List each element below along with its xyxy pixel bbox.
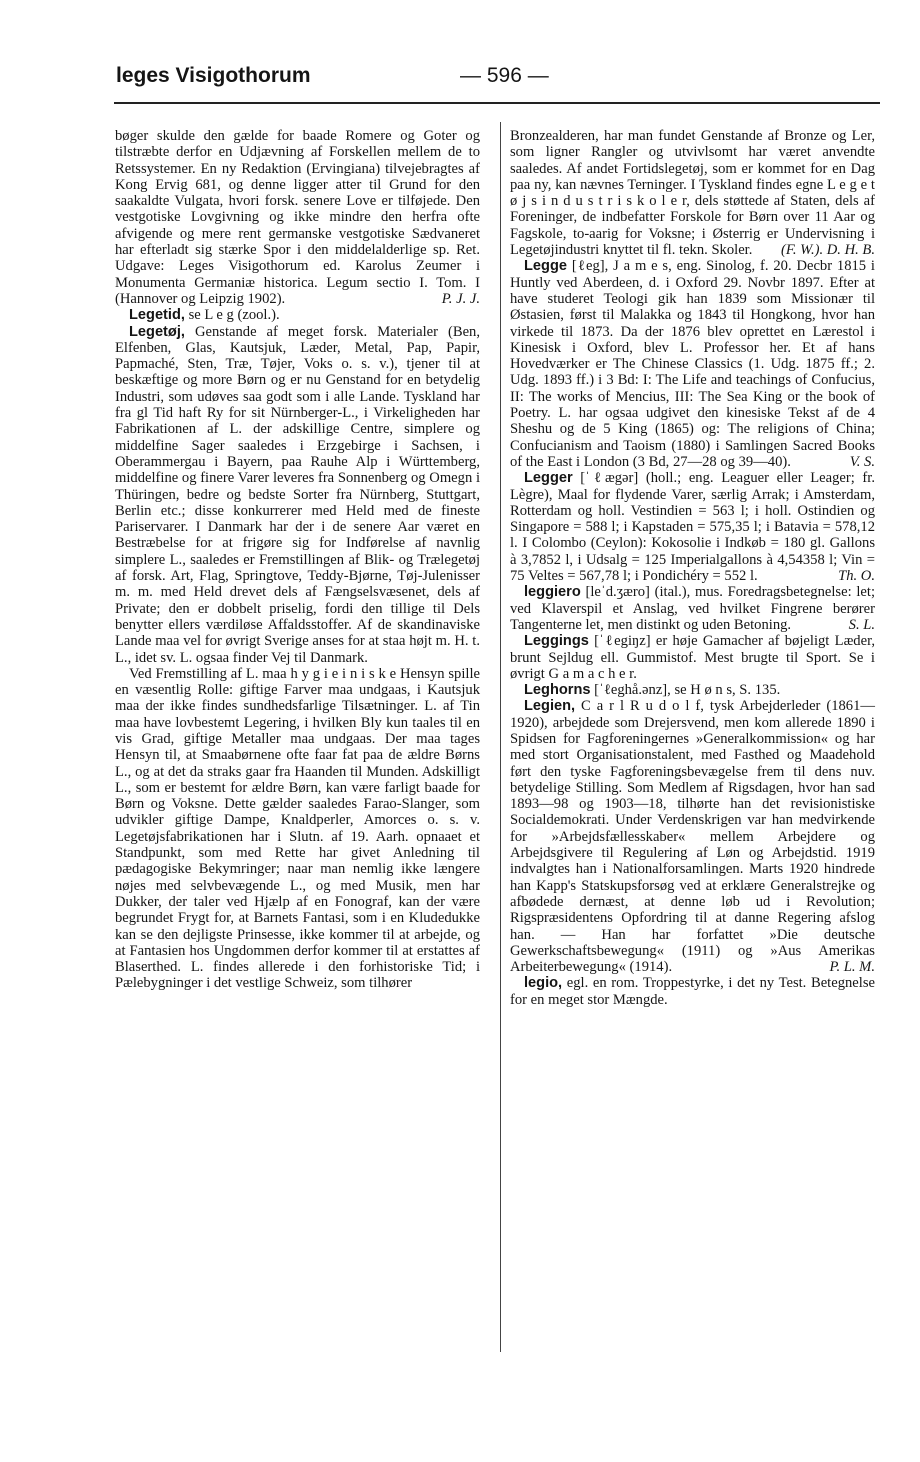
- entry-text: Genstande af meget forsk. Materialer (Ben, Elfenben, Glas, Kautsjuk, Læder, Metal, Pap, Papir, Papmaché, Sten, Træ, Tøjer, Voks o. s. v.), tjener til at beskæftige og more Børn og er nu Genstand for en betydelig Industri, som udøves saa godt som i alle Lande. Tyskland har fra gl Tid haft Ry for sit Nürnberger-L., i Virkeligheden har Fabrikationen af L. der adskillige Centre, simplere og middelfine Sager saaledes i Erzgebirge i Sachsen, i Oberammergau i Bayern, paa Rauhe Alp i Württemberg, middelfine og finere Varer leveres fra Sonnenberg og Omegn i Thüringen, bedre og bedste Sorter fra Nürnberg, Stuttgart, Berlin etc.; disse konkurrerer med Held med de fineste Pariservarer. I Danmark har der i de senere Aar været en Bestræbelse for at frigøre sig for Indførelse af navnlig simplere L., saaledes er Fremstillingen af Blik- og Trælegetøj af forsk. Art, Flag, Springtove, Teddy-Bjørne, Tøj-Julenisser m. m. med Held drevet dels af Fængselsvæsenet, dels af Private; den er dobbelt priselig, fordi den tillige til Dels benytter ellers værdiløse Affaldsstoffer. Af de skandinaviske Lande maa vel for øvrigt Sverige anses for at staa højt m. H. t. L., idet sv. L. ogsaa finder Vej til Danmark.: [115, 323, 480, 666]
- entry-text: [ˈℓeghå.ənz], se H ø n s, S. 135.: [590, 682, 781, 699]
- column-rule: [500, 122, 501, 1352]
- entry-leggings: [510, 633, 875, 682]
- running-head: [116, 64, 876, 94]
- entry-text: bøger skulde den gælde for baade Romere og Goter og tilstræbte derfor en Udjævning af Forskellen mellem de to Retssystemer. En ny Redaktion (Ervingiana) tilvejebragtes af Kong Ervig 681, og denne ligger atter til Grund for den saakaldte Vulgata, hvori forsk. senere Love er tilføjede. Den vestgotiske Lovgivning og ikke mindre den herfra ofte afvigende og mere rent germanske vestgotiske Sædvaneret har efterladt sig stærke Spor i den middelalderlige sp. Ret. Udgave: Leges Visigothorum ed. Karolus Zeumer i Monumenta Germaniæ historica. Legum sectio I. Tom. I (Hannover og Leipzig 1902).: [115, 128, 480, 307]
- author-signature: (F. W.). D. H. B.: [780, 242, 875, 259]
- author-signature: S. L.: [848, 616, 875, 633]
- entry-headword: Legger: [524, 470, 573, 487]
- page-number: — 596 —: [460, 64, 549, 87]
- entry-headword: Leggings: [524, 633, 589, 650]
- entry-leghorns: [510, 682, 875, 698]
- entry-headword: legio,: [524, 975, 563, 992]
- entry-text: Bronzealderen, har man fundet Genstande af Bronze og Ler, som ligner Rangler og utvivlsomt har været anvendte saaledes. Af andet Fortidslegetøj, som er kommet for en Dag paa ny, kan nævnes Terninger. I Tyskland findes egne L e g e t ø j s i n d u s t r i s k o l e r, dels støttede af Staten, dels af Foreninger, de indbefatter Forskole for Børn over 11 Aar og Fagskole, to-aarig for Voksne; i Østerrig er Undervisning i Legetøjindustri knyttet til fl. tekn. Skoler.: [510, 128, 875, 259]
- right-column: [510, 128, 875, 1008]
- entry-headword: Legien,: [524, 698, 576, 715]
- left-column: [115, 128, 480, 992]
- author-signature: P. L. M.: [829, 959, 875, 976]
- entry-text: [ˈℓegiŋz] er høje Gamacher af bøjeligt Læder, brunt Sejldug ell. Gummistof. Mest brugte til Sport. Se i øvrigt G a m a c h e r.: [510, 633, 875, 682]
- entry-legetoej-continued: [510, 128, 875, 258]
- entry-text: [leˈd.ʒæro] (ital.), mus. Foredragsbetegnelse: let; ved Klaverspil et Anslag, ved hvilket Fingrene berører Tangenterne let, men distinkt og uden Betoning.: [510, 584, 875, 633]
- header-headword: leges Visigothorum: [116, 64, 311, 87]
- author-signature: Th. O.: [838, 568, 875, 585]
- entry-legge: [510, 258, 875, 470]
- entry-text: se L e g (zool.).: [184, 307, 280, 324]
- entry-legger: [510, 470, 875, 584]
- entry-legien: [510, 698, 875, 975]
- header-rule: [114, 102, 880, 104]
- entry-headword: Leghorns: [524, 682, 591, 699]
- entry-text: [ˈℓægər] (holl.; eng. Leaguer eller Leager; fr. Lègre), Maal for flydende Varer, særlig Arrak; i Amsterdam, Rotterdam og holl. Vestindien = 563 l; i holl. Ostindien og Singapore = 588 l; i Kapstaden = 575,35 l; i Batavia = 578,12 l. I Colombo (Ceylon): Kokosolie i Indkøb = 180 gl. Gallons à 3,7852 l, i Udsalg = 125 Imperialgallons à 4,54358 l; Vin = 75 Veltes = 567,78 l; i Pondichéry = 552 l.: [510, 470, 875, 585]
- entry-text: C a r l R u d o l f, tysk Arbejderleder (1861—1920), arbejdede som Drejersvend, men kom allerede 1890 i Spidsen for Fagforeningernes »Generalkommission« og har med stort Organisationstalent, med Fasthed og Maadehold ført den tyske Fagforeningsbevægelse frem til dens nuv. betydelige Stilling. Som Medlem af Rigsdagen, hvor han sad 1893—98 og 1903—18, tilhørte han det revisionistiske Socialdemokrati. Under Verdenskrigen var han medvirkende for »Arbejdsfællesskaber« mellem Arbejdere og Arbejdsgivere til Regulering af Løn og Arbejdstid. 1919 indvalgtes han i Nationalforsamlingen. Marts 1920 hindrede han Kapp's Statskupsforsøg ved at erklære Generalstrejke og afbødede dernæst, at denne løb ud i Revolution; Rigspræsidentens Opfordring til at danne Regering afslog han. — Han har forfattet »Die deutsche Gewerkschaftsbewegung« (1911) og »Aus Amerikas Arbeiterbewegung« (1914).: [510, 698, 875, 976]
- author-signature: P. J. J.: [441, 290, 480, 307]
- entry-legetid: [115, 307, 480, 323]
- author-signature: V. S.: [849, 453, 875, 470]
- entry-text: egl. en rom. Troppestyrke, i det ny Test. Betegnelse for en meget stor Mængde.: [510, 975, 875, 1008]
- entry-leggiero: [510, 584, 875, 633]
- entry-legio: [510, 975, 875, 1008]
- entry-headword: leggiero: [524, 584, 581, 601]
- entry-legetoej-paragraph-2: [115, 666, 480, 992]
- entry-text: [ℓeg], J a m e s, eng. Sinolog, f. 20. Decbr 1815 i Huntly ved Aberdeen, d. i Oxford 29. Novbr 1897. Efter at have studeret Teologi gik han 1839 som Missionær til Østasien, først til Malakka og 1843 til Hongkong, hvor han virkede til 1873. Da der 1876 blev oprettet en Lærestol i Kinesisk i Oxford, blev L. Professor her. Et af hans Hovedværker er The Chinese Classics (1. Udg. 1875 ff.; 2. Udg. 1893 ff.) i 3 Bd: I: The Life and teachings of Confucius, II: The works of Mencius, III: The Sea King or the book of Poetry. L. har ogsaa udgivet den kinesiske Tekst af de 4 Sheshu og de 5 King (1865) og: The religions of China; Confucianism and Taoism (1880) i Samlingen Sacred Books of the East i London (3 Bd, 27—28 og 39—40).: [510, 258, 875, 470]
- entry-headword: Legetøj,: [129, 323, 185, 340]
- entry-leges-visigothorum-continued: [115, 128, 480, 307]
- entry-text: Ved Fremstilling af L. maa h y g i e i n i s k e Hensyn spille en væsentlig Rolle: giftige Farver maa undgaas, i Kautsjuk maa der ikke findes sundhedsfarlige Tilsætninger. L. af Tin maa have lovbestemt Legering, i hvilken Bly kun taales til en vis Grad, giftige Metaller maa undgaas. Der maa tages Hensyn til, at Smaabørnene ofte faar fat paa de ældre Børns L., og at det da straks gaar fra Haanden til Munden. Adskilligt L., som er bestemt for ældre Børn, kan være farligt baade for Børn og Voksne. Dette gælder saaledes Farao-Slanger, som udvikler giftige Dampe, Knaldperler, Amorces o. s. v. Legetøjsfabrikationen har i Slutn. af 19. Aarh. opnaaet et Standpunkt, som med Rette har givet Anledning til pædagogiske Bekymringer; naar man nemlig ikke længere nøjes med selvbevægende L., og med Musik, men har Dukker, der taler ved Hjælp af en Fonograf, kan der være begrundet Frygt for, at Barnets Fantasi, som i en Kludedukke kan se den dejligste Prinsesse, ikke kommer til at arbejde, og at Fantasien hos Ungdommen derfor kommer til at erstattes af Blaserthed. L. findes allerede i den forhistoriske Tid; i Pælebygninger i det vestlige Schweiz, som tilhører: [115, 665, 480, 992]
- entry-headword: Legge: [524, 258, 567, 275]
- entry-headword: Legetid,: [129, 307, 185, 324]
- entry-legetoej: [115, 324, 480, 666]
